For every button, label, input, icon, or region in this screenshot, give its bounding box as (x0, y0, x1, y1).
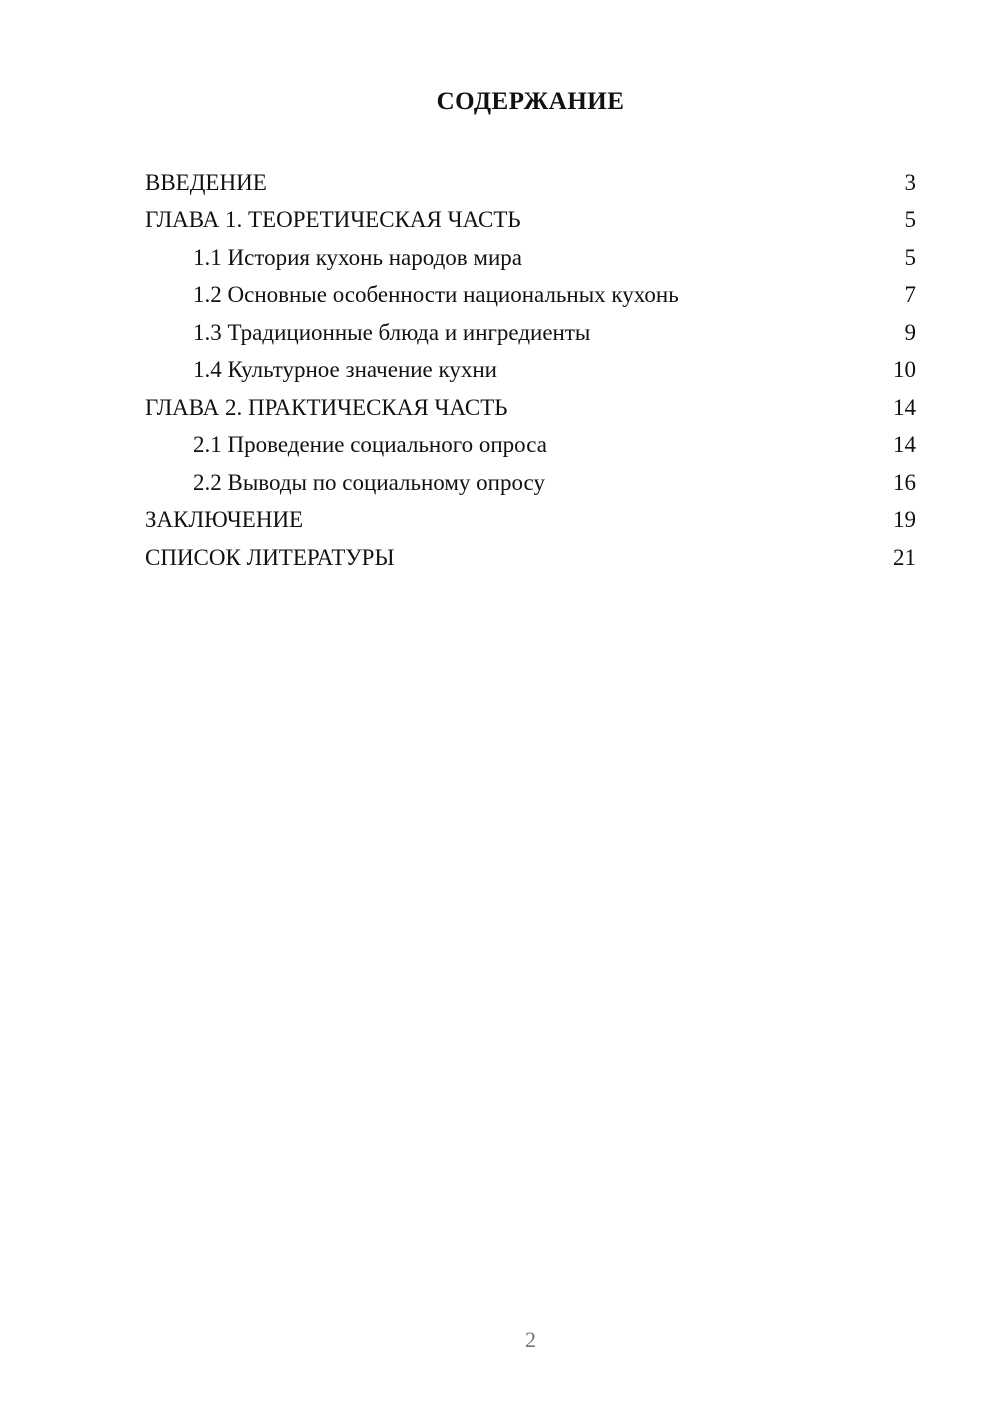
toc-entry-label: ВВЕДЕНИЕ (145, 169, 267, 195)
toc-entry-label: 2.1 Проведение социального опроса (193, 432, 547, 458)
toc-entry-section-1-4 (145, 352, 916, 390)
toc-entry-page-number: 16 (893, 469, 916, 495)
toc-entry-page-number: 9 (904, 319, 916, 345)
toc-entry-page-number: 5 (904, 207, 916, 233)
toc-entry-label: ЗАКЛЮЧЕНИЕ (145, 507, 304, 533)
toc-entry-label: 1.3 Традиционные блюда и ингредиенты (193, 319, 591, 345)
toc-entry-page-number: 5 (904, 244, 916, 270)
toc-entry-section-1-3 (145, 314, 916, 352)
footer-page-number: 2 (525, 1327, 536, 1352)
toc-entry-label: 2.2 Выводы по социальному опросу (193, 469, 545, 495)
toc-entry-page-number: 21 (893, 544, 916, 570)
toc-entry-page-number: 10 (893, 357, 916, 383)
table-of-contents (145, 164, 916, 577)
toc-entry-page-number: 14 (893, 432, 916, 458)
toc-entry-conclusion (145, 502, 916, 540)
toc-entry-chapter-2 (145, 389, 916, 427)
toc-entry-label: 1.1 История кухонь народов мира (193, 244, 522, 270)
toc-entry-section-2-1 (145, 427, 916, 465)
toc-entry-label: 1.2 Основные особенности национальных кухонь (193, 282, 679, 308)
toc-entry-introduction (145, 164, 916, 202)
page-title: СОДЕРЖАНИЕ (436, 88, 625, 115)
toc-entry-label: 1.4 Культурное значение кухни (193, 357, 497, 383)
toc-entry-label: ГЛАВА 1. ТЕОРЕТИЧЕСКАЯ ЧАСТЬ (145, 207, 521, 233)
toc-entry-chapter-1 (145, 202, 916, 240)
toc-entry-page-number: 7 (904, 282, 916, 308)
toc-entry-page-number: 19 (893, 507, 916, 533)
toc-entry-page-number: 14 (893, 394, 916, 420)
toc-entry-section-1-2 (145, 277, 916, 315)
toc-entry-label: СПИСОК ЛИТЕРАТУРЫ (145, 544, 395, 570)
toc-entry-page-number: 3 (904, 169, 916, 195)
toc-entry-section-1-1 (145, 239, 916, 277)
toc-entry-label: ГЛАВА 2. ПРАКТИЧЕСКАЯ ЧАСТЬ (145, 394, 508, 420)
toc-entry-bibliography (145, 539, 916, 577)
toc-entry-section-2-2 (145, 464, 916, 502)
